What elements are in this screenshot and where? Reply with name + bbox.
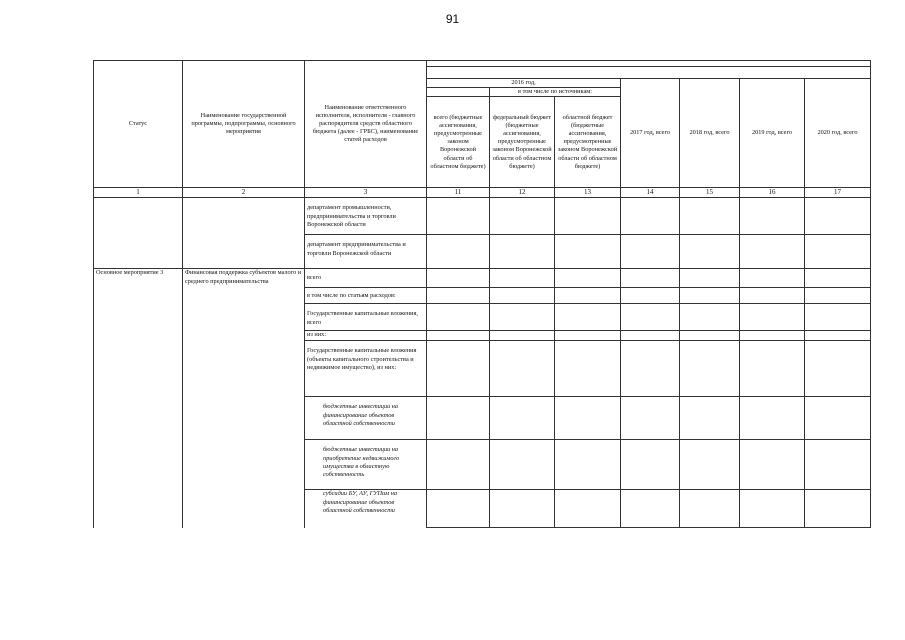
value-cell (680, 269, 740, 288)
value-cell (555, 331, 621, 341)
row-measure3-status: Основное мероприятие 3 (94, 269, 183, 288)
value-cell (740, 331, 805, 341)
value-cell (805, 490, 871, 528)
row-dept-entrepreneurship: департамент предпринимательства и торговли Воронежской области (305, 235, 427, 269)
row-dept-industry: департамент промышленности, предпринимательства и торговли Воронежской области (305, 198, 427, 235)
col-number: 13 (555, 188, 621, 198)
value-cell (740, 235, 805, 269)
header-status: Статус (94, 61, 183, 188)
program-cell-empty (183, 198, 305, 269)
header-2019: 2019 год, всего (740, 79, 805, 188)
value-cell (490, 198, 555, 235)
value-cell (555, 490, 621, 528)
value-cell (805, 288, 871, 304)
header-regional: областной бюджет (бюджетные ассигнования, предусмотренные законом Воронежской области об областном бюджете) (555, 97, 621, 188)
col-number: 15 (680, 188, 740, 198)
value-cell (94, 288, 183, 304)
header-sources: в том числе по источникам: (490, 88, 621, 97)
value-cell (427, 490, 490, 528)
value-cell (805, 304, 871, 331)
header-2018: 2018 год, всего (680, 79, 740, 188)
value-cell (490, 331, 555, 341)
value-cell (94, 397, 183, 440)
row-measure3-name: Финансовая поддержка субъектов малого и среднего предпринимательства (183, 269, 305, 288)
value-cell (680, 341, 740, 397)
value-cell (427, 440, 490, 490)
value-cell (427, 397, 490, 440)
value-cell (621, 235, 680, 269)
value-cell (555, 235, 621, 269)
value-cell (490, 304, 555, 331)
header-total-2016: всего (бюджетные ассигнования, предусмотренные законом Воронежской области об областном бюджете) (427, 97, 490, 188)
col-number: 16 (740, 188, 805, 198)
value-cell (621, 341, 680, 397)
col-number: 17 (805, 188, 871, 198)
value-cell (555, 288, 621, 304)
value-cell (740, 341, 805, 397)
value-cell (94, 304, 183, 331)
value-cell (427, 198, 490, 235)
value-cell (621, 269, 680, 288)
header-year-2016: 2016 год, (427, 79, 621, 88)
value-cell (183, 440, 305, 490)
value-cell (555, 341, 621, 397)
header-program: Наименование государственной программы, подпрограммы, основного мероприятия (183, 61, 305, 188)
value-cell (805, 235, 871, 269)
value-cell (555, 269, 621, 288)
value-cell (740, 304, 805, 331)
value-cell (740, 269, 805, 288)
row-capital-investments: Государственные капитальные вложения, всего (305, 304, 427, 331)
budget-table (93, 60, 871, 528)
value-cell (680, 304, 740, 331)
value-cell (740, 198, 805, 235)
value-cell (555, 397, 621, 440)
value-cell (490, 235, 555, 269)
value-cell (621, 304, 680, 331)
value-cell (490, 341, 555, 397)
col-number: 1 (94, 188, 183, 198)
value-cell (555, 304, 621, 331)
row-budget-invest-purchase: бюджетные инвестиции на приобретение недвижимого имущества в областную собственность (305, 440, 427, 490)
value-cell (183, 490, 305, 528)
value-cell (621, 288, 680, 304)
value-cell (490, 440, 555, 490)
value-cell (427, 288, 490, 304)
value-cell (183, 288, 305, 304)
value-cell (805, 341, 871, 397)
value-cell (555, 440, 621, 490)
value-cell (621, 397, 680, 440)
value-cell (680, 288, 740, 304)
row-of-which: из них: (305, 331, 427, 341)
row-subsidies: субсидии БУ, АУ, ГУПам на финансирование объектов областной собственности (305, 490, 427, 528)
value-cell (680, 490, 740, 528)
header-2017: 2017 год, всего (621, 79, 680, 188)
value-cell (740, 397, 805, 440)
col-number: 14 (621, 188, 680, 198)
value-cell (183, 341, 305, 397)
value-cell (680, 331, 740, 341)
value-cell (680, 198, 740, 235)
value-cell (805, 331, 871, 341)
value-cell (183, 304, 305, 331)
value-cell (94, 331, 183, 341)
header-federal: федеральный бюджет (бюджетные ассигнования, предусмотренные законом Воронежской области об областном бюджете) (490, 97, 555, 188)
value-cell (490, 269, 555, 288)
col-number: 3 (305, 188, 427, 198)
value-cell (621, 490, 680, 528)
value-cell (94, 440, 183, 490)
col-number: 2 (183, 188, 305, 198)
value-cell (805, 198, 871, 235)
header-top-blank-2 (427, 67, 871, 79)
value-cell (183, 397, 305, 440)
value-cell (490, 490, 555, 528)
value-cell (740, 288, 805, 304)
value-cell (805, 397, 871, 440)
value-cell (490, 288, 555, 304)
value-cell (621, 198, 680, 235)
value-cell (740, 490, 805, 528)
header-executor: Наименование ответственного исполнителя, исполнителя - главного распорядителя средств областного бюджета (далее - ГРБС), наименование статей расходов (305, 61, 427, 188)
value-cell (490, 397, 555, 440)
value-cell (680, 397, 740, 440)
header-2020: 2020 год, всего (805, 79, 871, 188)
row-total: всего (305, 269, 427, 288)
status-cell-empty (94, 198, 183, 269)
row-capital-objects: Государственные капитальные вложения (объекты капитального строительства и недвижимое имущество), из них: (305, 341, 427, 397)
value-cell (427, 269, 490, 288)
value-cell (427, 341, 490, 397)
value-cell (680, 235, 740, 269)
value-cell (427, 331, 490, 341)
header-blank-total (427, 88, 490, 97)
value-cell (94, 490, 183, 528)
value-cell (621, 440, 680, 490)
value-cell (427, 304, 490, 331)
value-cell (427, 235, 490, 269)
value-cell (555, 198, 621, 235)
row-budget-invest-financing: бюджетные инвестиции на финансирование объектов областной собственности (305, 397, 427, 440)
value-cell (805, 269, 871, 288)
value-cell (183, 331, 305, 341)
col-number: 11 (427, 188, 490, 198)
col-number: 12 (490, 188, 555, 198)
page-number: 91 (445, 12, 460, 26)
value-cell (621, 331, 680, 341)
value-cell (805, 440, 871, 490)
value-cell (740, 440, 805, 490)
value-cell (680, 440, 740, 490)
value-cell (94, 341, 183, 397)
row-by-items: в том числе по статьям расходов: (305, 288, 427, 304)
